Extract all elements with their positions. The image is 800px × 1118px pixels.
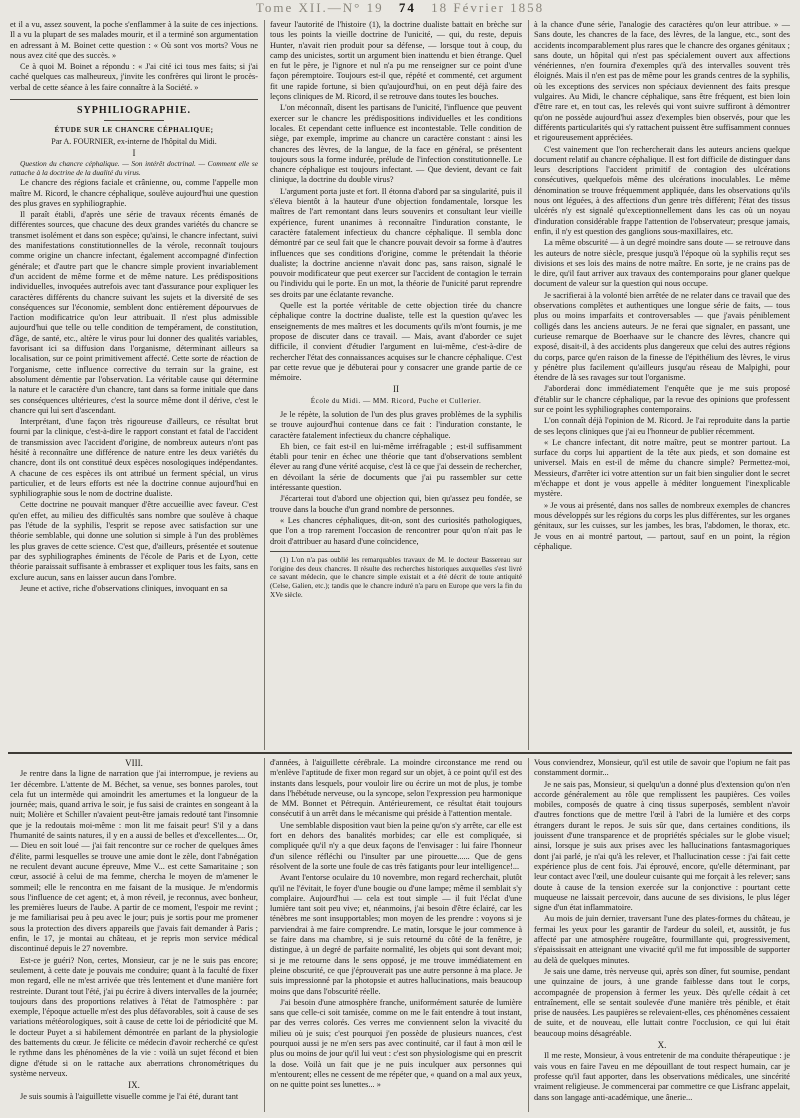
page-number: 74	[398, 0, 416, 15]
paragraph: Interprétant, d'une façon très rigoureuse d'ailleurs, ce résultat brut fourni par la clinique, c'est-à-dire le rapport constant et fatal de l'accident de transmission avec l'accident d'origine, de nombreux auteurs n'ont pas hésité à reconnaître une différence de nature entre les deux variétés du chancre, dont ils ont constitué deux espèces nosologiques indépendantes. A chacune de ces espèces ils ont attribué un ferment spécial, un virus particulier, et de leurs efforts est née la doctrine connue aujourd'hui en syphiliographie sous le nom de doctrine dualiste.	[10, 417, 258, 499]
paragraph: Je ne sais pas, Monsieur, si quelqu'un a donné plus d'extension qu'on n'en accorde généralement au rôle que remplissent les paupières. Ces voiles mobiles, composés de quatre à cinq tissus superposés, semblent n'avoir d'autres fonctions que de mettre l'œil à l'abri de la lumière et des corps étrangers durant le repos. Je suis sûr que, dans certaines conditions, ils jouissent d'une transparence et de propriétés spéciales sur le globe visuel; ainsi, lorsque je suis aux prises avec les hallucinations fantasmagoriques dont j'ai parlé, je n'ai qu'à les relever, et l'hallucination cesse : j'ai fait cette expérience plus de cent fois. J'ai éprouvé, encore, qu'elle déterminant, par leur contact avec l'œil, une douleur cuisante qui me forçait à les relever; sans doute à cause de la tension exercée sur la conjonctive : pourtant cette muqueuse ne laissait percevoir, dans aucune de ses divisions, le plus léger signe d'un état inflammatoire.	[534, 779, 790, 913]
paragraph: J'aborderai donc immédiatement l'enquête que je me suis proposé d'établir sur le chancre céphalique, par la revue des opinions que professent sur ce point les syphiliographes contemporains.	[534, 384, 790, 414]
footnote-rule	[270, 551, 340, 552]
article-title: ÉTUDE SUR LE CHANCRE CÉPHALIQUE;	[54, 126, 214, 135]
paragraph: Au mois de juin dernier, traversant l'une des plates-formes du château, je fermai les yeux pour les garantir de l'ardeur du soleil, et, aussitôt, je fus affecté par une atmosphère rougeâtre, fourmillante qui, progressivement, s'épaississait en atteignant une vivacité qu'il me fut impossible de supporter au delà de quelques minutes.	[534, 914, 790, 965]
paragraph: La même obscurité — à un degré moindre sans doute — se retrouve dans les auteurs de notre siècle, presque jusqu'à l'époque où la syphilis reçut ses divisions et ses lois des mains de notre maître. En sorte, je ne crains pas de le dire, qu'il faut arriver aux travaux des contemporains pour glaner quelque document de valeur sur la question qui nous occupe.	[534, 238, 790, 289]
paragraph: L'on méconnaît, disent les partisans de l'unicité, l'influence que peuvent exercer sur le chancre les prédispositions individuelles et les conditions locales. Et cependant cette influence est incontestable. Telle condition de siège, par exemple, imprime au chancre un caractère constant : ainsi les chancres des lèvres, de la langue, de la face en général, se présentent toujours sous la forme indurée, prélude de l'infection constitutionnelle. Le chancre céphalique est toujours infectant. — Que devient, devant ce fait clinique, la doctrine du double virus?	[270, 103, 522, 185]
feuilleton-separator	[8, 752, 792, 754]
paragraph: faveur l'autorité de l'histoire (1), la doctrine dualiste battait en brèche sur tous les points la vieille doctrine de l'unicité, — qui, du reste, depuis Hunter, n'avait rien produit pour sa défense, — lorsque tout à coup, du camp des unicistes, sortit un argument bien inattendu et bien étrange. Quel en fut le père, je l'ignore et nul n'a pu me renseigner sur ce point d'une façon péremptoire. Toujours est-il que, répété et commenté, cet argument fit une rapide fortune, si bien qu'aujourd'hui, on en peut déjà faire des leçons cliniques de M. Ricord, il se retrouve dans toutes les bouches.	[270, 20, 522, 102]
paragraph: et il a vu, assez souvent, la poche s'enflammer à la suite de ces injections. Il a vu la plupart de ses malades mourir, et il a terminé son argumentation en adressant à M. Boinet cette question : « Où sont vos morts? Vous ne nous avez cité que des succès. »	[10, 20, 258, 60]
section-numeral: VIII.	[125, 758, 143, 768]
section-numeral: IX.	[128, 1080, 140, 1091]
paragraph: Est-ce je guéri? Non, certes, Monsieur, car je ne le suis pas encore; seulement, à cette date je pouvais me conduire; quant à la faculté de fixer mon regard, elle ne m'est arrivée que très lentement et d'une manière fort restreinte. Durant tout l'été, j'ai pu écrire à divers intervalles de la journée; toujours dans des proportions relatives à l'état de l'atmosphère : par exemple, l'époque actuelle m'est des plus défavorables, soit à cause de ses variations météorologiques, soit à cause de cette loi de périodicité que M. le docteur Puyet a si habilement démontrée en parlant de la physiologie des battements du cœur. Je félicite ce médecin d'avoir recherché ce qu'est le rythme dans les phénomènes de la vie : voilà un sujet fécond et bien digne d'étude si on le rattache aux aberrations chronométriques du système nerveux.	[10, 955, 258, 1078]
paragraph: Le chancre des régions faciale et crânienne, ou, comme l'appelle mon maître M. Ricord, le chancre céphalique, soulève aujourd'hui une question des plus graves en syphiliographie.	[10, 178, 258, 208]
column-3	[534, 20, 790, 748]
paragraph: Je suis soumis à l'aiguillette visuelle comme je l'ai été, durant tant	[20, 1091, 239, 1101]
paragraph: Il me reste, Monsieur, à vous entretenir de ma conduite thérapeutique : je vais vous en faire l'aveu en me dépouillant de tout respect humain, car je professe qu'il faut apporter, dans les observations médicales, une sincérité vraiment religieuse. Je commencerai par commettre ce que Lisfranc appelait, dans son langage anti-académique, une ânerie...	[534, 1051, 790, 1102]
paragraph: Eh bien, ce fait est-il en lui-même irréfragable ; est-il suffisamment établi pour tenir en échec une théorie que tant d'observations semblent élever au rang d'une vérité acquise, c'est là ce que j'ai dessein de rechercher, en dévoilant la série de documents que j'ai pu rassembler sur cette intéressante question.	[270, 441, 522, 493]
paragraph: L'argument porta juste et fort. Il étonna d'abord par sa singularité, puis il s'éleva bientôt à la hauteur d'une objection fondamentale, lorsque les maîtres de l'art remontant dans leurs souvenirs et consultant leur vieille expérience, furent unanimes à reconnaître l'induration constante, le caractère fatalement infectieux du chancre céphalique. Il sembla donc démontré par ce seul fait que le chancre pouvait devoir sa forme à d'autres influences que ses conditions d'origine, comme le prétendait la théorie dualiste; la doctrine ancienne n'avait donc pas, sans raison, signalé le pouvoir modificateur que peut exercer sur l'accident de contagion le terrain ou l'individu qui le porte. En un mot, la théorie de l'unicité parut reprendre ses droits par une éclatante revanche.	[270, 186, 522, 299]
paragraph: « Le chancre infectant, dit notre maître, peut se montrer partout. La surface du corps lui appartient de la tête aux pieds, et son domaine est universel. Mais en est-il de même du chancre simple? Permettez-moi, Messieurs, d'arrêter ici votre attention sur un fait bien singulier dont le secret m'échappe et dont je vous appelle à méditer longuement l'inexplicable mystère.	[534, 437, 790, 499]
footnote: (1) L'on n'a pas oublié les remarquables travaux de M. le docteur Bassereau sur l'origine des deux chancres. Il résulte des recherches historiques auxquelles s'est livré ce savant médecin, que le chancre simple existait et a été décrit de toute antiquité (Celse, Galien, etc.); tandis que le chancre induré n'a paru en Europe que vers la fin du XVe siècle.	[270, 555, 522, 599]
paragraph: d'années, à l'aiguillette cérébrale. La moindre circonstance me rend ou m'enlève l'aptitude de fixer mon regard sur un objet, à ce point qu'il est des instants dans lesquels, pour vouloir lire ou écrire un mot de plus, je tombe dans l'hébétude nerveuse, ou la syncope, selon l'expression peu harmonique de MM. Bonnet et Pétrequin. Antérieurement, ce résultat était toujours consécutif à un arrêt dans le mécanisme qui préside à l'attention mentale.	[270, 758, 522, 819]
paragraph: Ce à quoi M. Boinet a répondu : « J'ai cité ici tous mes faits; si j'ai caché quelques cas malheureux, j'invite les confrères qui liront le procès-verbal de cette séance à les faire connaître à la Société. »	[10, 62, 258, 92]
section-numeral: II	[393, 384, 399, 395]
paragraph: J'écarterai tout d'abord une objection qui, bien qu'assez peu fondée, se trouve dans la bouche d'un grand nombre de personnes.	[270, 494, 522, 514]
column-divider	[264, 20, 265, 750]
paragraph: Cette doctrine ne pouvait manquer d'être accueillie avec faveur. C'est qu'en effet, au milieu des difficultés sans nombre que soulève à chaque pas l'étude de la syphilis, l'esprit se repose avec satisfaction sur une théorie semblable, qui donne une solution si simple à l'un des problèmes les plus graves de cette science. C'est que, d'ailleurs, présentée et soutenue par des syphiliographes éminents de l'école de Paris et de Lyon, cette théorie paraissait suffisante à embrasser et expliquer tous les faits, sans en exclure aucun, sans en laisser aucun dans l'ombre.	[10, 500, 258, 582]
column-1	[10, 20, 258, 748]
masthead-left: Tome XII.—N° 19	[255, 0, 384, 15]
paragraph: Une semblable disposition vaut bien la peine qu'on s'y arrête, car elle est fort en dehors des banalités morbides; car elle est compliquée, si compliquée qu'il n'y a que deux façons de l'envisager : lui faire l'honneur d'un silence réfléchi ou l'insulter par une pirouette...... Que de gens résolvent de la sorte une foule de cas très fatigants pour leur intelligence!...	[270, 820, 522, 871]
paragraph: Je sacrifierai à la volonté bien arrêtée de ne relater dans ce travail que des observations complètes et authentiques une longue série de faits, — tous plus ou moins imparfaits et controversables — que j'avais péniblement colligés dans les anciens auteurs. Je ne ferai que signaler, en passant, une curieuse remarque de Boerhaave sur le chancre des lèvres, chancre qui exposé, disait-il, à des accidents plus dangereux que celui des autres régions du corps, parce qu'en raison de la finesse de l'épithélium des lèvres, le virus y pénètre plus facilement qu'ailleurs jusqu'au réseau de Malpighi, pour étendre de là ses ravages sur tout l'organisme.	[534, 290, 790, 383]
paragraph: » Je vous ai présenté, dans nos salles de nombreux exemples de chancres mous développés sur les régions du corps les plus différentes, sur les organes génitaux, sur les cuisses, sur les jambes, les bras, l'abdomen, le thorax, etc. Je vous en ai montré partout, — partout, sauf en un point, la région céphalique.	[534, 500, 790, 551]
section-rule	[10, 99, 258, 100]
column-6	[534, 758, 790, 1112]
paragraph: Je sais une dame, très nerveuse qui, après son dîner, fut soumise, pendant une quinzaine de jours, à une grande faiblesse dans tout le corps, accompagnée de propension à fermer les yeux. Dès qu'elle cédait à cet entraînement, elle se sentait soulevée d'une manière très pénible, et était prise de nausées. Les paupières se relevaient-elles, ces phénomènes cessaient de suite, et de nouveau, elle luttait contre l'occlusion, ce qui lui était beaucoup moins désagréable.	[534, 966, 790, 1038]
section-numeral: X.	[657, 1040, 667, 1051]
column-divider	[264, 758, 265, 1112]
section-summary: École du Midi. — MM. Ricord, Puche et Cullerier.	[310, 396, 482, 405]
section-summary: Question du chancre céphalique. — Son intérêt doctrinal. — Comment elle se rattache à la doctrine de la dualité du virus.	[10, 159, 258, 178]
paragraph: Avant l'entorse oculaire du 10 novembre, mon regard recherchait, plutôt qu'il ne l'évitait, le foyer d'une bougie ou d'une lampe; même il semblait s'y complaire. Aujourd'hui — cela est tout simple — il fuit l'éclat d'une lumière tant soit peu vive; et, néanmoins, j'ai besoin d'être éclairé, car les ténèbres me sont insupportables; mon moyen de les prendre : voyons si je parviendrai à me faire comprendre. Le matin, lorsque le jour commence à se faire dans ma chambre, si je suis retourné du côté de la fenêtre, je distingue, à un degré de parfaite normalité, les objets qui sont devant moi; si je me retourne dans le sens opposé, je me trouve immédiatement en pleine obscurité, ce que j'éprouverait pas une autre personne à ma place. Je suis impressionné par la photopsie et autres hallucinations, mais beaucoup moins que dans l'obscurité réelle.	[270, 873, 522, 996]
column-divider	[528, 20, 529, 750]
paragraph: J'ai besoin d'une atmosphère franche, uniformément saturée de lumière sans que celle-ci soit tamisée, comme on me le fait entendre à tout instant, par des verres colorés. Ces verres me conviennent selon la vivacité du milieu où je suis; c'est pourquoi j'en possède de plusieurs nuances, c'est pourquoi aussi je ne m'en sers pas avec continuité, car il faut à mon œil le plus ou moins de jour qu'il lui veut : c'est son physiologisme qui en prescrit la dose. Voilà un fait que je ne puis inculquer aux personnes qui m'entourent; elles ne cessent de me répéter que, « quand on a mal aux yeux, on ne quitte point ses lunettes... »	[270, 997, 522, 1090]
title-rule	[104, 120, 164, 121]
paragraph: « Les chancres céphaliques, dit-on, sont des curiosités pathologiques, que l'on a trop rarement l'occasion de rencontrer pour qu'on n'ait pas le droit d'attribuer au hasard d'une coïncidence,	[270, 515, 522, 546]
column-2	[270, 20, 522, 748]
paragraph: Jeune et active, riche d'observations cliniques, invoquant en sa	[20, 583, 228, 593]
section-title: SYPHILIOGRAPHIE.	[76, 105, 192, 117]
paragraph: à la chance d'une série, l'analogie des caractères qu'on leur attribue. » — Sans doute, les chancres de la face, des lèvres, de la langue, etc., sont des accidents incomparablement plus rares que le chancre des organes génitaux ; sans doute, un hôpital qui n'est pas spécialement ouvert aux affections vénériennes, n'en fournira d'exemples qu'à des intervalles souvent très éloignés. Mais il n'en est pas de même pour les grands centres de la syphilis, où les exceptions des services non spéciaux deviennent des faits presque vulgaires. Au Midi, le chancre céphalique, sans être fréquent, est bien loin d'être rare et, en tout cas, les relevés qui vont suivre suffiront à démontrer qu'on ne possède aujourd'hui assez d'exemples bien observés, pour que les différents particularités qui s'y rattachent puissent être suffisamment connues et rigoureusement appréciées.	[534, 20, 790, 143]
paragraph: Je rentre dans la ligne de narration que j'ai interrompue, je reviens au 1er décembre. L'attente de M. Béchet, sa venue, ses bonnes paroles, tout cela fut un intermède qui amoindrit les amertumes et la longueur de la journée; mais, quand arriva le soir, je fus saisi de craintes en songeant à la nuit; Molière et Schiller n'avaient peut-être jamais redouté tant l'insomnie que je la redoutais moi-même : mon lit me faisait peur! S'il y a dans l'humanité de saints natures, il y en a aussi de belles et d'excellentes.... Or, — Dieu en soit loué — j'ai fait rencontre sur ce rocher de quelques âmes d'élite, parmi lesquelles se trouve une amie dont le zèle, dont l'abnégation ne reculent devant aucune épreuve, Mme V... est cette Samaritaine ; son cœur, associé à celui de ma femme, chercha le moyen de m'amener le sommeil; elle le rencontra en me faisant de la musique. Je m'endormis sous l'influence de cet agent; et, à mon réveil, je reconnus, avec bonheur, les premières lueurs de l'aube. A partir de ce moment, l'espoir me revint ; je me familiarisai peu à peu avec le jour; puis je sortis pour me promener sous la protection des divers appareils que j'avais fait demander à Paris ; enfin, le 17, je montai au château, et je repris mon service médical discontinué depuis le 27 novembre.	[10, 769, 258, 954]
paragraph: Je le répète, la solution de l'un des plus graves problèmes de la syphilis se trouve aujourd'hui contenue dans ce fait : l'induration constante, le caractère fatalement infectieux du chancre céphalique.	[270, 409, 522, 440]
masthead-right: 18 Février 1858	[431, 0, 545, 15]
column-4	[10, 758, 258, 1112]
paragraph: C'est vainement que l'on rechercherait dans les auteurs anciens quelque document relatif au chancre céphalique. Il est fort difficile de distinguer dans leurs descriptions l'accident primitif de contagion des ulcérations consécutives, quelquefois même des ulcérations inoculables. Le même dénomination se trouve fréquemment appliquée, dans les observations qu'ils nous ont léguées, à des affections d'un genre très différent; l'état des tissus ulcérés n'y est signalé qu'exceptionnellement dans les cas où un noyau d'induration considérable frappe l'attention de l'observateur; presque jamais, enfin, il n'y est question des ganglions sous-maxillaires, etc.	[534, 144, 790, 236]
paragraph: Vous conviendrez, Monsieur, qu'il est utile de savoir que l'opium ne fait pas constamment dormir...	[534, 758, 790, 778]
paragraph: Quelle est la portée véritable de cette objection tirée du chancre céphalique contre la doctrine dualiste, telle est la question qu'avec les enseignements de mes maîtres et les documents qu'ils m'ont fournis, je me propose de discuter dans ce travail. — Mais, avant d'aborder ce sujet difficile, il convient d'étudier l'argument en lui-même, c'est-à-dire de rechercher l'état des connaissances acquises sur le chancre céphalique. C'est par cette revue que je débuterai pour y consacrer une grande partie de ce mémoire.	[270, 301, 522, 383]
column-divider	[528, 758, 529, 1112]
masthead	[0, 0, 800, 16]
paragraph: L'on connaît déjà l'opinion de M. Ricord. Je l'ai reproduite dans la partie de ses leçons cliniques que j'ai eu l'honneur de publier récemment.	[534, 416, 790, 436]
section-numeral: I	[132, 147, 136, 158]
column-5	[270, 758, 522, 1112]
paragraph: Il paraît établi, d'après une série de travaux récents émanés de différentes sources, que chacune des deux grandes variétés du chancre se transmet isolément et dans son espèce; qu'ainsi, le chancre infectant, suivi des manifestations constitutionnelles de la vérole, reconnaît toujours comme origine un chancre infectant, également accompagné d'infection générale; et d'autre part que le chancre simple provient invariablement d'un accident de même forme et de même nature. Les prédispositions individuelles, invoquées autrefois avec tant d'assurance pour expliquer les caractères différents du chancre suivant les sujets et la diversité de ses conséquences sur l'économie, semblent donc entièrement dépourvues de l'action modificatrice qu'on leur attribuait. Il n'est plus admissible aujourd'hui que telle ou telle condition de tempérament, de constitution, d'âge, de santé, etc., altère le virus pour lui donner des qualités variables, favorisant ici sa diffusion dans l'organisme, déterminant ailleurs sa localisation, sur ce point primitivement affecté. Cette sorte de réaction de l'organisme, cette influence corrective du terrain sur la graine, est absolument démentie par l'observation. La véritable cause qui détermine la nature et le caractère d'un chancre, tant dans sa forme initiale que dans ses conséquences ultérieures, c'est la source même dont il dérive, c'est le chancre qui lui sert d'ascendant.	[10, 210, 258, 415]
byline: Par A. FOURNIER, ex-interne de l'hôpital du Midi.	[51, 136, 217, 146]
